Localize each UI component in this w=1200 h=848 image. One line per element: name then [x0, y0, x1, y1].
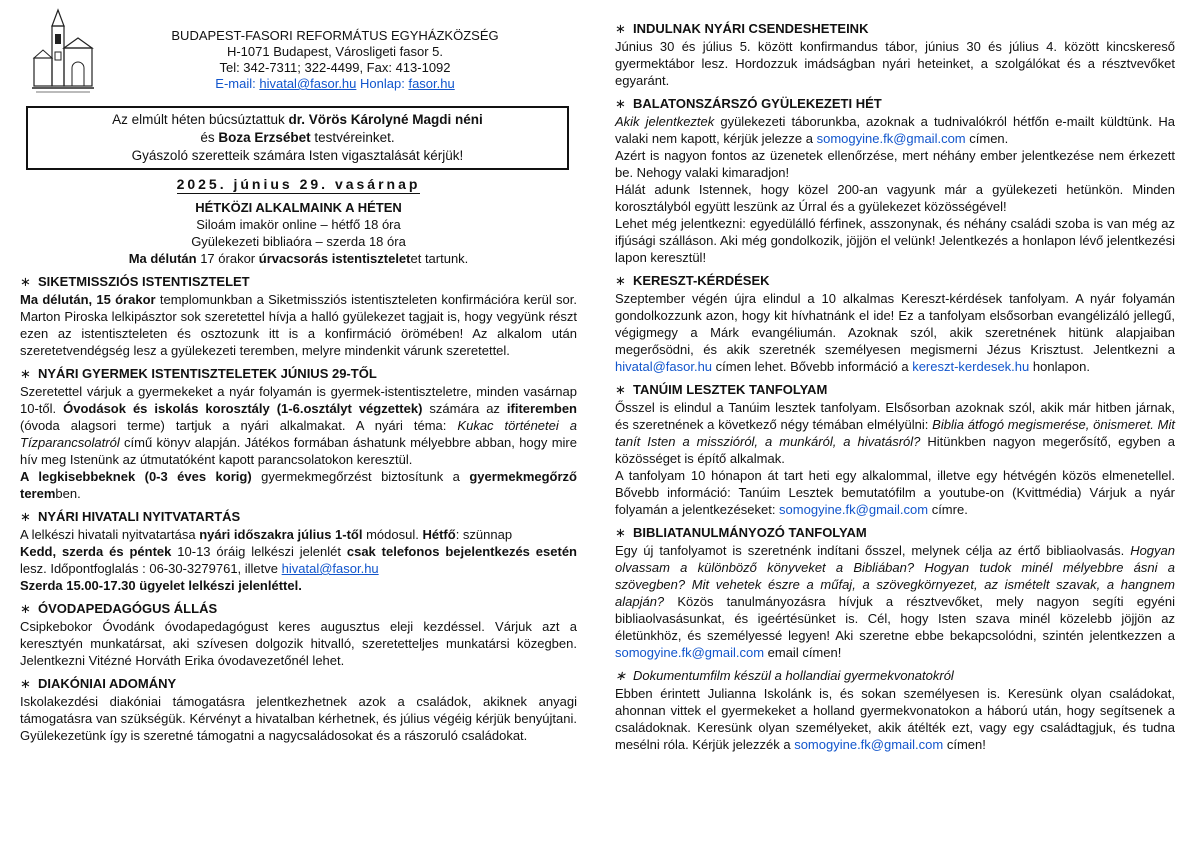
section-body: Azért is nagyon fontos az üzenetek ellenőrzése, mert néhány ember jelentkezése nem érkezett be. Nehogy valaki kimaradjon! — [615, 148, 1175, 180]
left-column — [20, 0, 577, 744]
section-diakoniai — [20, 675, 577, 744]
emphasis: Hétfő — [422, 527, 456, 542]
body-text: címre. — [928, 502, 968, 517]
contact-email-link[interactable]: somogyine.fk@gmail.com — [794, 737, 944, 752]
emphasis-italic: Biblia átfogó megismerése, önismeret. Mit tanít Isten a misszióról, a munkáról, a hivatásról? — [615, 417, 1175, 449]
church-header — [20, 0, 577, 100]
section-title-text: NYÁRI GYERMEK ISTENTISZTELETEK JÚNIUS 29-TŐL — [38, 366, 377, 381]
section-body: Hálát adunk Istennek, hogy közel 200-an vagyunk már a gyülekezeti hetünkön. Minden korosztályból együtt leszünk az Úrral és a gyülekezet közösségével! — [615, 182, 1175, 214]
contact-email-link[interactable]: somogyine.fk@gmail.com — [779, 502, 929, 517]
section-title — [615, 381, 1175, 399]
mourning-name-1: dr. Vörös Károlyné Magdi néni — [288, 112, 483, 127]
emphasis-italic: Hogyan olvassam a különböző könyveket a Bibliában? Hogyan tudok minél mélyebbre ásni a szövegben? Mit vehetek észre a műfaj, a szövegkörnyezet, az ismételt szavak, a hangnem alapján? — [615, 543, 1175, 609]
section-title-text: NYÁRI HIVATALI NYITVATARTÁS — [38, 509, 241, 524]
section-body: Csipkebokor Óvodánk óvodapedagógust keres augusztus eleji kezdéssel. Várjuk azt a keresztyén munkatársat, aki szívesen dolgozik hitvalló, szeretetteljes munkatársi közegben. Jelentkezni Vitézné Horváth Erika óvodavezetőnél lehet. — [20, 619, 577, 668]
section-body — [615, 113, 1175, 147]
body-text: Egy új tanfolyamot is szeretnénk indítani ősszel, melynek célja az értő bibliaolvasás. — [615, 543, 1131, 558]
mourning-notice — [26, 106, 569, 170]
section-title-text: Dokumentumfilm készül a hollandiai gyermekvonatokról — [633, 668, 954, 683]
body-text: Hitünkben nagyon megerősítő, egyben a közösséget is építő alkalmak. — [615, 434, 1175, 466]
body-text: honlapon. — [1029, 359, 1090, 374]
section-title — [20, 273, 577, 291]
bullet-star-icon: ∗ — [615, 96, 626, 111]
section-tanuim-lesztek — [615, 381, 1175, 518]
body-text: 10-13 óráig lelkészi jelenlét — [171, 544, 347, 559]
body-text: címen. — [965, 131, 1009, 146]
section-title — [20, 365, 577, 383]
section-title-text: BALATONSZÁRSZÓ GYÜLEKEZETI HÉT — [633, 96, 882, 111]
section-body: Lehet még jelentkezni: egyedülálló férfinek, asszonynak, és néhány családi szoba is van még az ifjúsági szálláson. Aki még gondolkozik, jöjjön el velünk! Jelentkezés a honlapon lévő jelentkezési lapon keresztül! — [615, 216, 1175, 265]
mourning-prayer: Gyászoló szeretteik számára Isten vigasztalását kérjük! — [131, 148, 464, 163]
section-title-text: INDULNAK NYÁRI CSENDESHETEINK — [633, 21, 869, 36]
section-ovodapedagogus — [20, 600, 577, 669]
mourning-text: Az elmúlt héten búcsúztattuk — [112, 112, 289, 127]
body-text: című könyv alapján. Játékos formában áshatunk mélyebbre abban, hogy mire hív meg Istenünk az útmutatóként kapott parancsolatokon keresztül. — [20, 435, 577, 467]
section-title-text: BIBLIATANULMÁNYOZÓ TANFOLYAM — [633, 525, 867, 540]
bullet-star-icon: ∗ — [615, 21, 626, 36]
emphasis: Szerda 15.00-17.30 ügyelet lelkészi jelenléttel. — [20, 578, 302, 593]
section-body — [20, 291, 577, 359]
section-title — [20, 600, 577, 618]
communion-notice — [20, 250, 577, 267]
section-title — [615, 667, 1175, 685]
section-hivatali-nyitvatartas — [20, 508, 577, 594]
body-text: Szeretettel várjuk a gyermekeket a nyár folyamán is gyermek-istentiszteletre, minden vasárnap 10-től. — [20, 384, 577, 416]
church-contact — [160, 28, 510, 92]
section-balatonszarszo — [615, 95, 1175, 266]
mourning-text: testvéreinket. — [310, 130, 395, 145]
section-title — [615, 95, 1175, 113]
homepage-label: Honlap: — [360, 76, 405, 91]
bullet-star-icon: ∗ — [20, 274, 31, 289]
emphasis: nyári időszakra július 1-től — [199, 527, 363, 542]
emphasis: Kedd, szerda és péntek — [20, 544, 172, 559]
weekly-title: HÉTKÖZI ALKALMAINK A HÉTEN — [195, 200, 402, 215]
communion-text: et tartunk. — [410, 251, 469, 266]
section-body — [20, 577, 577, 594]
office-email-link[interactable]: hivatal@fasor.hu — [281, 561, 379, 576]
section-title-text: SIKETMISSZIÓS ISTENTISZTELET — [38, 274, 250, 289]
bullet-star-icon: ∗ — [20, 509, 31, 524]
section-body — [20, 526, 577, 543]
section-csendeshetek — [615, 20, 1175, 89]
contact-email-link[interactable]: somogyine.fk@gmail.com — [615, 645, 765, 660]
body-text: gyermekmegőrzést biztosítunk a — [251, 469, 470, 484]
body-text: módosul. — [362, 527, 423, 542]
header-email-link[interactable]: hivatal@fasor.hu — [259, 76, 357, 91]
bullet-star-icon: ∗ — [615, 273, 626, 288]
email-label: E-mail: — [215, 76, 256, 91]
section-gyermek-istentisztelet — [20, 365, 577, 502]
contact-email-link[interactable]: somogyine.fk@gmail.com — [816, 131, 966, 146]
section-dokumentumfilm — [615, 667, 1175, 753]
weekly-item: Gyülekezeti bibliaóra – szerda 18 óra — [191, 234, 406, 249]
body-text: email címen! — [764, 645, 842, 660]
body-text: címen lehet. Bővebb információ a — [712, 359, 913, 374]
body-text: (óvoda alagsori terme) tartjuk a nyári alkalmakat. A nyári téma: — [20, 418, 458, 433]
emphasis: csak telefonos bejelentkezés esetén — [346, 544, 577, 559]
communion-when: Ma délután — [128, 251, 197, 266]
body-text: : szünnap — [455, 527, 513, 542]
bullet-star-icon: ∗ — [20, 676, 31, 691]
body-text: Szeptember végén újra elindul a 10 alkalmas Kereszt-kérdések tanfolyam. A nyár folyamán gondolkozzunk azon, hogy kit hívhatnánk el ide! Ez a tanfolyam elsősorban evangélizáló jellegű, végigmegy a Márk evangéliumán. Azoknak szól, akik szeretnének hitünk alapjaiban megerősödni, és akik szeretnék személyesen megismerni Jézus Krisztust. Jelentkezni a — [615, 291, 1175, 357]
emphasis: Ma délután, 15 órakor — [20, 292, 156, 307]
section-title — [615, 524, 1175, 542]
header-homepage-link[interactable]: fasor.hu — [408, 76, 455, 91]
right-column — [615, 0, 1175, 753]
bullet-star-icon: ∗ — [615, 382, 626, 397]
communion-time: 17 órakor — [196, 251, 259, 266]
section-title — [615, 272, 1175, 290]
section-title-text: ÓVODAPEDAGÓGUS ÁLLÁS — [38, 601, 218, 616]
emphasis-italic: Akik jelentkeztek — [615, 114, 715, 129]
section-siketmisszio — [20, 273, 577, 359]
emphasis: ifiteremben — [506, 401, 577, 416]
body-text: lesz. Időpontfoglalás : 06-30-3279761, illetve — [20, 561, 282, 576]
section-title — [20, 508, 577, 526]
body-text: Ősszel is elindul a Tanúim lesztek tanfolyam. Elsősorban azoknak szól, akik már hitben járnak, és szeretnének a következő négy témában elmélyülni: — [615, 400, 1175, 432]
org-name: BUDAPEST-FASORI REFORMÁTUS EGYHÁZKÖZSÉG — [171, 28, 499, 43]
contact-links — [160, 76, 510, 92]
section-bibliatanulmanyozo — [615, 524, 1175, 661]
section-body — [615, 399, 1175, 467]
body-text: A lelkészi hivatali nyitvatartása — [20, 527, 200, 542]
mourning-text: és — [200, 130, 219, 145]
date-text: 2025. június 29. vasárnap — [176, 176, 421, 192]
kereszt-kerdesek-link[interactable]: kereszt-kerdesek.hu — [912, 359, 1030, 374]
emphasis: A legkisebbeknek (0-3 éves korig) — [20, 469, 252, 484]
address: H-1071 Budapest, Városligeti fasor 5. — [226, 44, 444, 59]
bullet-star-icon: ∗ — [615, 525, 626, 540]
section-title-text: TANÚIM LESZTEK TANFOLYAM — [633, 382, 828, 397]
section-title-text: DIAKÓNIAI ADOMÁNY — [38, 676, 177, 691]
section-body: Június 30 és július 5. között konfirmandus tábor, június 30 és július 4. között kincskereső gyermektábor lesz. Hordozzuk imádságban nyári heteinket, a szolgálókat és a résztvevőket egyaránt. — [615, 39, 1175, 88]
body-text: gyülekezeti táborunkba, azoknak a tudnivalókról hétfőn e-mailt küldtünk. Ha valaki nem kapott, kérjük jelezze a — [615, 114, 1175, 146]
section-body — [615, 542, 1175, 661]
section-title-text: KERESZT-KÉRDÉSEK — [633, 273, 770, 288]
body-text: számára az — [422, 401, 507, 416]
section-body — [20, 468, 577, 502]
section-body — [615, 685, 1175, 753]
body-text: Ebben érintett Julianna Iskolánk is, és sokan személyesen is. Keresünk olyan családokat, ahonnan vittek el gyermekeket a holland gyermekvonatokon a háború után, hogy segítsenek a családoknak. Keresünk olyan személyeket, akik átélték ezt, vagy egy családtagjuk, és tudna mesélni róla. Kérjük jelezzék a — [615, 686, 1175, 752]
emphasis: Óvodások és iskolás korosztály (1-6.osztályt végzettek) — [63, 401, 423, 416]
mourning-name-2: Boza Erzsébet — [218, 130, 311, 145]
section-body — [615, 290, 1175, 375]
bullet-star-icon: ∗ — [20, 366, 31, 381]
phone-line: Tel: 342-7311; 322-4499, Fax: 413-1092 — [219, 60, 451, 75]
emphasis: gyermekmegőrző terem — [20, 469, 577, 501]
service-date — [20, 176, 577, 193]
book-title: Kukac történetei a Tízparancsolatról — [20, 418, 578, 450]
body-text: templomunkban a Siketmissziós istentiszteleten konfirmációra kerül sor. Marton Piroska lelkipásztor sok szeretettel hívja a halló gyülekezet tagjait is, hogy vegyünk részt ezen az istentiszteleten és osztozunk itt is a konfirmáció örömében! Az alkalom után szeretetvendégség lesz a gyülekezeti teremben, melyre mindenkit várunk szeretettel. — [20, 292, 577, 358]
section-title — [20, 675, 577, 693]
body-text: Közös tanulmányozásra hívjuk a résztvevőket, mely nagyon segíti egyéni bibliaolvasásunkat, és igeértésünket is. Cél, hogy Isten szava minél közelebb jöjjön az életünkhöz, és személyessé legyen! Aki szeretne ebbe bekapcsolódni, szintén jelentkezzen a — [615, 594, 1175, 643]
church-logo-icon — [32, 8, 94, 94]
section-kereszt-kerdesek — [615, 272, 1175, 375]
section-body — [20, 383, 577, 468]
body-text: A tanfolyam 10 hónapon át tart heti egy alkalommal, illetve egy hétvégén közös elmenetellel. Bővebb információ: Tanúim Lesztek bemutatófilm a youtube-on (Kvittmédia) Várjuk a nyár folyamán a jelentkezéseket: — [615, 468, 1175, 517]
section-body: Iskolakezdési diakóniai támogatásra jelentkezhetnek azok a családok, akiknek anyagi támogatásra van szükségük. Kérvényt a hivatalban kérhetnek, és július végéig kérjük benyújtani. Gyülekezetünk így is szeretné támogatni a nagycsaládosokat és a rászoruló családokat. — [20, 694, 577, 743]
communion-type: úrvacsorás istentisztelet — [258, 251, 411, 266]
body-text: címen! — [943, 737, 986, 752]
bullet-star-icon: ∗ — [615, 668, 626, 683]
weekly-item: Siloám imakör online – hétfő 18 óra — [196, 217, 401, 232]
section-body — [615, 467, 1175, 518]
office-email-link[interactable]: hivatal@fasor.hu — [615, 359, 713, 374]
section-title — [615, 20, 1175, 38]
body-text: ben. — [55, 486, 81, 501]
section-body — [20, 543, 577, 577]
bullet-star-icon: ∗ — [20, 601, 31, 616]
